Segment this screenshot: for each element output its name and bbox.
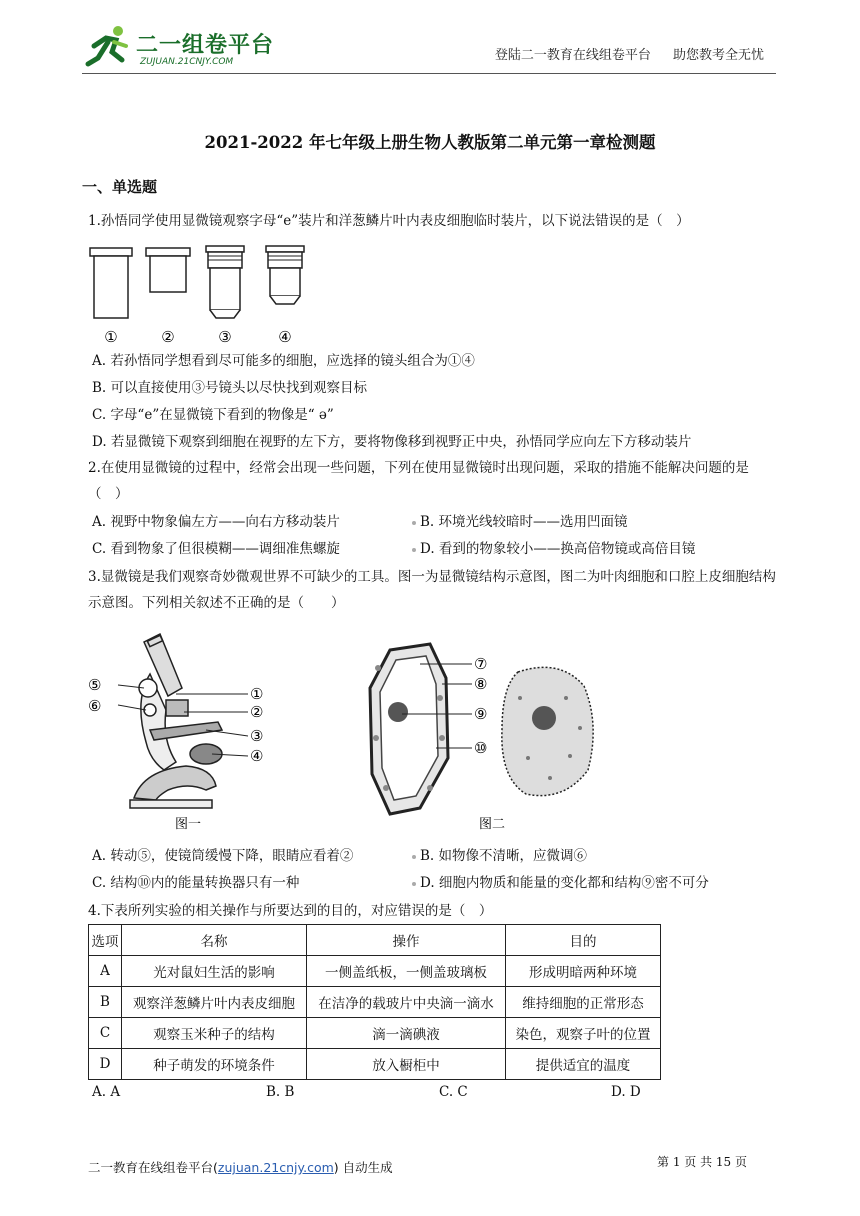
section-heading: 一、单选题 — [82, 178, 158, 196]
table-cell: 维持细胞的正常形态 — [506, 987, 661, 1018]
lens-label-4: ④ — [278, 328, 292, 346]
cells-figure — [350, 638, 630, 838]
table-cell: 染色，观察子叶的位置 — [506, 1018, 661, 1049]
footer-source — [88, 1158, 393, 1176]
question-3-option-a[interactable]: A. 转动⑤，使镜筒缓慢下降，眼睛应看着② — [92, 848, 354, 864]
question-1-option-d[interactable]: D. 若显微镜下观察到细胞在视野的左下方，要将物像移到视野正中央，孙悟同学应向左下方移动装片 — [92, 434, 692, 450]
fig2-label-7: ⑦ — [474, 655, 488, 673]
question-2-stem: 2.在使用显微镜的过程中，经常会出现一些问题，下列在使用显微镜时出现问题，采取的措施不能解决问题的是（ ） — [88, 460, 749, 502]
bullet-dot-icon — [412, 521, 416, 525]
lens-figure — [84, 244, 324, 348]
header-tagline: 助您教考全无忧 — [672, 48, 764, 63]
microscope-figure — [88, 630, 288, 842]
fig1-label-5: ⑤ — [88, 676, 102, 694]
logo-subtext: ZUJUAN.21CNJY.COM — [140, 57, 234, 67]
fig1-label-4: ④ — [250, 747, 264, 765]
bullet-dot-icon — [412, 882, 416, 886]
table-row — [89, 956, 661, 987]
animal-cell-icon — [502, 667, 593, 795]
table-row — [89, 1049, 661, 1080]
figure-2-caption: 图二 — [478, 817, 506, 832]
lens-label-2: ② — [161, 328, 175, 346]
table-cell: 滴一滴碘液 — [307, 1018, 506, 1049]
page-title: 2021-2022 年七年级上册生物人教版第二单元第一章检测题 — [204, 133, 656, 152]
footer-link[interactable]: zujuan.21cnjy.com — [217, 1160, 334, 1175]
table-cell: 提供适宜的温度 — [506, 1049, 661, 1080]
figure-1-caption: 图一 — [174, 817, 202, 832]
lens-4-icon — [266, 246, 304, 304]
table-cell: C — [89, 1018, 122, 1049]
lens-2-icon — [146, 248, 190, 292]
header-link-login[interactable]: 登陆二一教育在线组卷平台 — [494, 48, 651, 63]
lens-label-3: ③ — [218, 328, 232, 346]
question-3-stem: 3.显微镜是我们观察奇妙微观世界不可缺少的工具。图一为显微镜结构示意图，图二为叶肉细胞和口腔上皮细胞结构示意图。下列相关叙述不正确的是（ ） — [88, 569, 776, 611]
question-4-option-d[interactable]: D. D — [611, 1084, 641, 1100]
question-2-option-d-text: D. 看到的物象较小——换高倍物镜或高倍目镜 — [420, 541, 696, 557]
microscope-icon — [130, 634, 222, 808]
question-1-option-c[interactable]: C. 字母“e”在显微镜下看到的物像是“ ə” — [92, 407, 334, 423]
question-3-option-d-text: D. 细胞内物质和能量的变化都和结构⑨密不可分 — [420, 875, 709, 891]
page-number: 第 1 页 共 15 页 — [657, 1155, 747, 1169]
question-2-option-a[interactable]: A. 视野中物象偏左方——向右方移动装片 — [92, 514, 340, 530]
fig2-label-10: ⑩ — [474, 739, 488, 757]
plant-cell-icon — [370, 644, 448, 814]
table-header-row — [89, 925, 661, 956]
question-4-option-b[interactable]: B. B — [266, 1084, 295, 1100]
table-header-cell: 操作 — [307, 925, 506, 956]
table-header-cell: 目的 — [506, 925, 661, 956]
question-1-option-b[interactable]: B. 可以直接使用③号镜头以尽快找到观察目标 — [92, 380, 368, 396]
fig1-label-3: ③ — [250, 727, 264, 745]
logo[interactable] — [84, 24, 274, 72]
question-2-option-b-text: B. 环境光线较暗时——选用凹面镜 — [420, 514, 628, 530]
header-slogan — [477, 44, 764, 63]
question-3-option-c[interactable]: C. 结构⑩内的能量转换器只有一种 — [92, 875, 300, 891]
lens-1-icon — [90, 248, 132, 318]
lens-3-icon — [206, 246, 244, 318]
logo-text: 二一组卷平台 — [136, 33, 275, 58]
table-cell: 观察玉米种子的结构 — [122, 1018, 307, 1049]
question-1-option-a[interactable]: A. 若孙悟同学想看到尽可能多的细胞，应选择的镜头组合为①④ — [92, 353, 475, 369]
footer-suffix: ) 自动生成 — [333, 1160, 393, 1175]
table-cell: 光对鼠妇生活的影响 — [122, 956, 307, 987]
fig2-label-9: ⑨ — [474, 705, 488, 723]
table-header-cell: 选项 — [89, 925, 122, 956]
question-2-option-b[interactable] — [412, 512, 628, 532]
table-row — [89, 987, 661, 1018]
footer-prefix: 二一教育在线组卷平台( — [88, 1160, 218, 1175]
table-cell: 在洁净的载玻片中央滴一滴水 — [307, 987, 506, 1018]
table-cell: 一侧盖纸板，一侧盖玻璃板 — [307, 956, 506, 987]
question-4-stem: 4.下表所列实验的相关操作与所要达到的目的，对应错误的是（ ） — [88, 903, 493, 919]
table-cell: A — [89, 956, 122, 987]
runner-logo-icon — [84, 24, 134, 70]
table-row — [89, 1018, 661, 1049]
table-cell: D — [89, 1049, 122, 1080]
question-3-option-b-text: B. 如物像不清晰，应微调⑥ — [420, 848, 588, 864]
bullet-dot-icon — [412, 855, 416, 859]
lens-label-1: ① — [104, 328, 118, 346]
fig1-label-1: ① — [250, 685, 264, 703]
table-header-cell: 名称 — [122, 925, 307, 956]
question-4-option-a[interactable]: A. A — [92, 1084, 121, 1100]
table-cell: 形成明暗两种环境 — [506, 956, 661, 987]
table-cell: 放入橱柜中 — [307, 1049, 506, 1080]
bullet-dot-icon — [412, 548, 416, 552]
table-cell: 观察洋葱鳞片叶内表皮细胞 — [122, 987, 307, 1018]
fig1-label-2: ② — [250, 703, 264, 721]
question-2-option-c[interactable]: C. 看到物象了但很模糊——调细准焦螺旋 — [92, 541, 340, 557]
question-4-option-c[interactable]: C. C — [439, 1084, 468, 1100]
table-cell: B — [89, 987, 122, 1018]
question-3-option-b[interactable] — [412, 846, 587, 866]
question-2-option-d[interactable] — [412, 539, 695, 559]
table-cell: 种子萌发的环境条件 — [122, 1049, 307, 1080]
fig1-label-6: ⑥ — [88, 697, 102, 715]
experiment-table — [88, 924, 661, 1080]
fig2-label-8: ⑧ — [474, 675, 488, 693]
question-1-stem: 1.孙悟同学使用显微镜观察字母“e”装片和洋葱鳞片叶内表皮细胞临时装片，以下说法错误的是（ ） — [88, 213, 690, 229]
header-divider — [82, 73, 776, 74]
question-3-option-d[interactable] — [412, 873, 709, 893]
